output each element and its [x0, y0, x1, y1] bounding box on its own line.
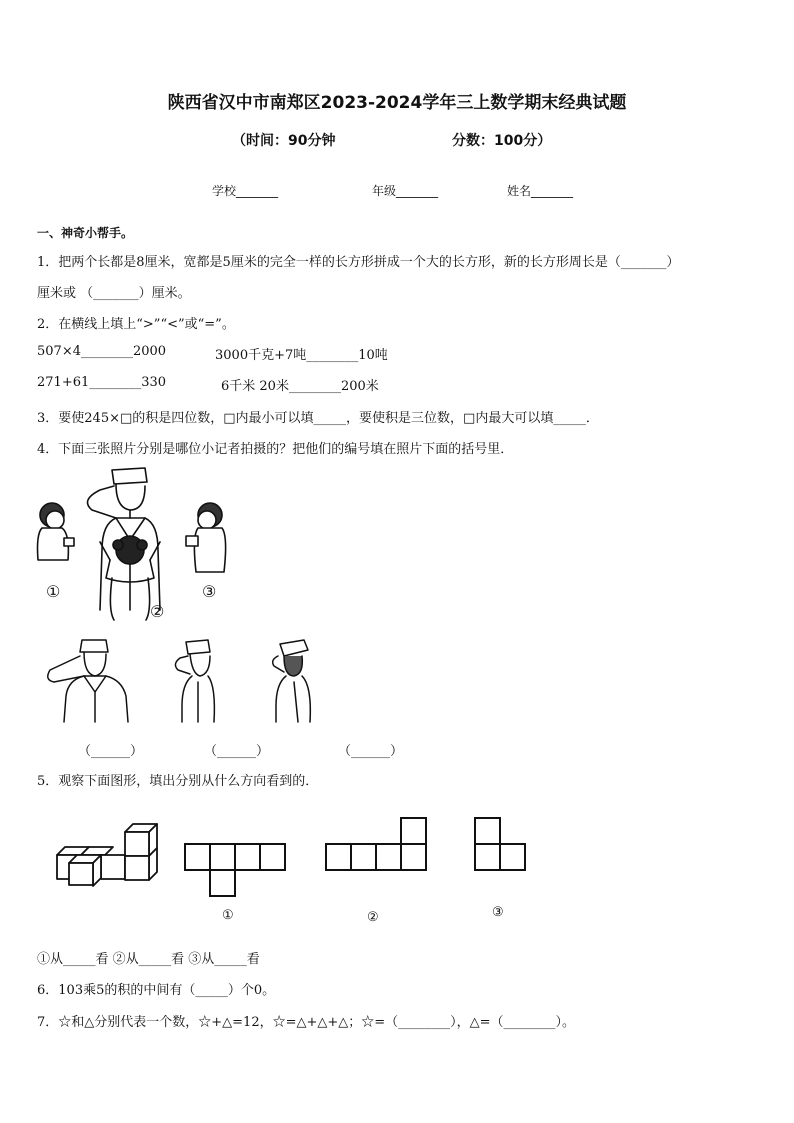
- cube-stack-3d: [55, 820, 161, 886]
- name-field: 姓名_______: [507, 184, 574, 198]
- question-2-item-c: 271+61________330: [37, 375, 167, 390]
- question-5-answer: ①从_____看 ②从_____看 ③从_____看: [37, 952, 260, 967]
- question-5-text: 5．观察下面图形，填出分别从什么方向看到的．: [37, 774, 319, 789]
- question-3-text: 3．要使245×□的积是四位数，□内最小可以填_____，要使积是三位数，□内最大可以填_____．: [37, 411, 599, 426]
- section-heading: 一、神奇小帮手。: [37, 226, 134, 240]
- view-figure-3: [474, 817, 528, 871]
- question-1-line-2: 厘米或 （_______）厘米。: [37, 286, 191, 301]
- answer-blank-photo-1[interactable]: （______）: [78, 744, 144, 759]
- school-field: 学校_______: [212, 184, 279, 198]
- view-figure-1: [184, 843, 288, 897]
- question-1-line-1: 1．把两个长都是8厘米，宽都是5厘米的完全一样的长方形拼成一个大的长方形，新的长方形周长是（_______）: [37, 255, 680, 270]
- photo-side-view-2: [268, 636, 318, 724]
- question-2-item-b: 3000千克+7吨________10吨: [215, 348, 388, 363]
- question-2-text: 2．在横线上填上“>”“<”或“=”。: [37, 317, 235, 332]
- grade-field: 年级_______: [372, 184, 439, 198]
- page-title: 陕西省汉中市南郑区2023-2024学年三上数学期末经典试题: [167, 93, 627, 113]
- figure-label-3: ③: [492, 905, 504, 920]
- question-2-item-d: 6千米 20米________200米: [221, 379, 379, 394]
- question-6-text: 6．103乘5的积的中间有（_____）个0。: [37, 983, 276, 998]
- exam-time: （时间：90分钟: [232, 133, 336, 149]
- answer-blank-photo-3[interactable]: （______）: [338, 744, 404, 759]
- child-label-3: ③: [202, 582, 217, 601]
- question-2-item-a: 507×4________2000: [37, 344, 167, 359]
- view-figure-2: [325, 817, 429, 871]
- question-4-text: 4．下面三张照片分别是哪位小记者拍摄的？把他们的编号填在照片下面的括号里．: [37, 442, 514, 457]
- answer-blank-photo-2[interactable]: （______）: [204, 744, 270, 759]
- figure-label-1: ①: [222, 908, 234, 923]
- photo-side-view: [170, 636, 220, 724]
- exam-score: 分数：100分）: [452, 133, 552, 149]
- photo-front-view: [40, 636, 135, 724]
- question-7-text: 7．☆和△分别代表一个数，☆+△=12，☆=△+△+△；☆=（________），△=（________）。: [37, 1015, 576, 1030]
- figure-label-2: ②: [367, 910, 379, 925]
- child-label-1: ①: [46, 582, 61, 601]
- child-label-2: ②: [150, 602, 165, 621]
